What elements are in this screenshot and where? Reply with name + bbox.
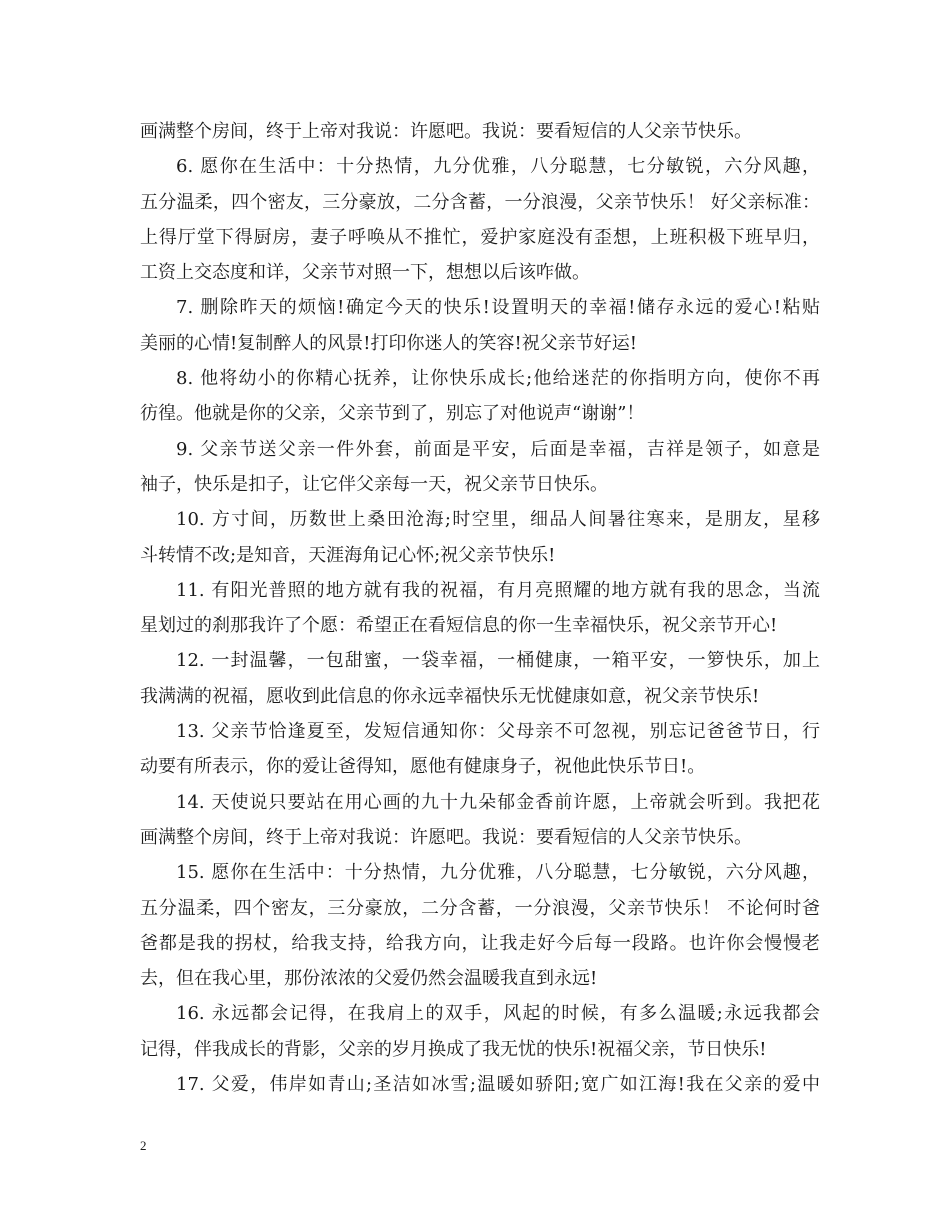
text-line: 7. 删除昨天的烦恼!确定今天的快乐!设置明天的幸福!储存永远的爱心!粘贴: [176, 297, 820, 319]
text-line: 11. 有阳光普照的地方就有我的祝福，有月亮照耀的地方就有我的思念，当流: [176, 579, 820, 601]
text-line: 五分温柔，四个密友，三分豪放，二分含蓄，一分浪漫，父亲节快乐！ 好父亲标准：: [140, 191, 820, 213]
text-line: 美丽的心情!复制醉人的风景!打印你迷人的笑容!祝父亲节好运!: [140, 332, 637, 354]
text-line: 斗转情不改;是知音，天涯海角记心怀;祝父亲节快乐!: [140, 544, 556, 566]
text-line: 17. 父爱，伟岸如青山;圣洁如冰雪;温暖如骄阳;宽广如江海!我在父亲的爱中: [176, 1074, 820, 1096]
text-line: 彷徨。他就是你的父亲，父亲节到了，别忘了对他说声“谢谢”！: [140, 403, 645, 425]
text-line: 9. 父亲节送父亲一件外套，前面是平安，后面是幸福，吉祥是领子，如意是: [176, 438, 820, 460]
text-line: 我满满的祝福，愿收到此信息的你永远幸福快乐无忧健康如意，祝父亲节快乐!: [140, 685, 760, 707]
text-line: 动要有所表示，你的爱让爸得知，愿他有健康身子，祝他此快乐节日!。: [140, 756, 706, 778]
text-line: 14. 天使说只要站在用心画的九十九朵郁金香前许愿，上帝就会听到。我把花: [176, 791, 820, 813]
text-line: 8. 他将幼小的你精心抚养，让你快乐成长;他给迷茫的你指明方向，使你不再: [176, 368, 820, 390]
text-line: 星划过的刹那我许了个愿：希望正在看短信息的你一生幸福快乐，祝父亲节开心!: [140, 615, 778, 637]
text-line: 画满整个房间，终于上帝对我说：许愿吧。我说：要看短信的人父亲节快乐。: [140, 826, 752, 848]
text-line: 12. 一封温馨，一包甜蜜，一袋幸福，一桶健康，一箱平安，一箩快乐，加上: [176, 650, 820, 672]
text-line: 15. 愿你在生活中：十分热情，九分优雅，八分聪慧，七分敏锐，六分风趣，: [176, 862, 820, 884]
text-line: 10. 方寸间，历数世上桑田沧海;时空里，细品人间暑往寒来，是朋友，星移: [176, 509, 820, 531]
text-line: 工资上交态度和详，父亲节对照一下，想想以后该咋做。: [140, 262, 590, 284]
text-line: 16. 永远都会记得，在我肩上的双手，风起的时候，有多么温暖;永远我都会: [176, 1003, 820, 1025]
text-line: 爸都是我的拐杖，给我支持，给我方向，让我走好今后每一段路。也许你会慢慢老: [140, 932, 820, 954]
document-body: [140, 114, 820, 1102]
text-line: 6. 愿你在生活中：十分热情，九分优雅，八分聪慧，七分敏锐，六分风趣，: [176, 156, 820, 178]
text-line: 13. 父亲节恰逢夏至，发短信通知你：父母亲不可忽视，别忘记爸爸节日，行: [176, 721, 820, 743]
text-line: 五分温柔，四个密友，三分豪放，二分含蓄，一分浪漫，父亲节快乐！ 不论何时爸: [140, 897, 820, 919]
text-line: 去，但在我心里，那份浓浓的父爱仍然会温暖我直到永远!: [140, 968, 598, 990]
text-line: 上得厅堂下得厨房，妻子呼唤从不推忙，爱护家庭没有歪想，上班积极下班早归，: [140, 226, 820, 248]
text-line: 记得，伴我成长的背影，父亲的岁月换成了我无忧的快乐!祝福父亲，节日快乐!: [140, 1038, 767, 1060]
text-line: 袖子，快乐是扣子，让它伴父亲每一天，祝父亲节日快乐。: [140, 473, 608, 495]
page-number: 2: [140, 1138, 147, 1153]
text-line: 画满整个房间，终于上帝对我说：许愿吧。我说：要看短信的人父亲节快乐。: [140, 121, 752, 142]
